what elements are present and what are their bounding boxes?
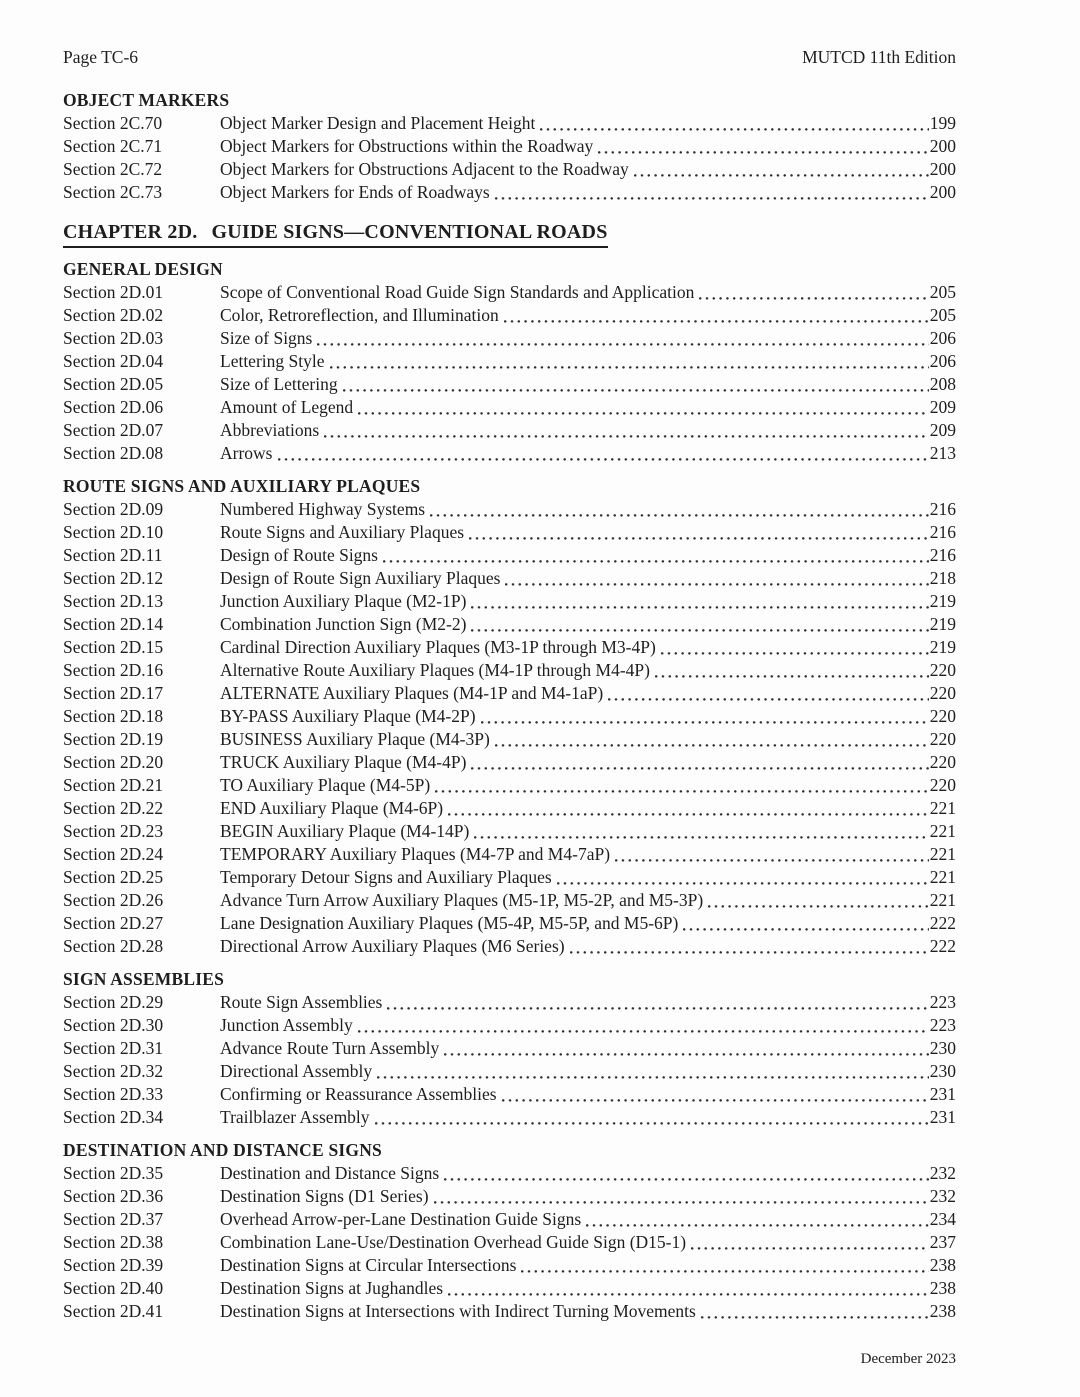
toc-entry (63, 1300, 956, 1323)
toc-entry (63, 1083, 956, 1106)
toc-chapter-label: CHAPTER 2D. (63, 221, 198, 243)
toc-entry-page: 200 (929, 182, 956, 202)
dot-leader (448, 1288, 929, 1296)
toc-entry (63, 1277, 956, 1300)
dot-leader (448, 808, 929, 816)
toc-entry-title: Overhead Arrow-per-Lane Destination Guide Signs (220, 1209, 582, 1229)
dot-leader (608, 693, 929, 701)
toc-entry-page: 221 (929, 821, 956, 841)
toc-entry (63, 636, 956, 659)
toc-entry-page: 231 (929, 1084, 956, 1104)
toc-entry-page: 205 (929, 282, 956, 302)
dot-leader (691, 1242, 929, 1250)
dot-leader (634, 169, 929, 177)
toc-entry-page: 216 (929, 499, 956, 519)
toc-entry-page: 221 (929, 890, 956, 910)
toc-entry (63, 1014, 956, 1037)
toc-entry-section: Section 2D.09 (63, 499, 164, 519)
toc-entry-section: Section 2D.18 (63, 706, 164, 726)
toc-entry-page: 220 (929, 775, 956, 795)
toc-entry-section: Section 2D.28 (63, 936, 164, 956)
toc-entry-section: Section 2D.34 (63, 1107, 164, 1127)
toc-entry-title: Object Markers for Ends of Roadways (220, 182, 490, 202)
toc-entry-section: Section 2D.16 (63, 660, 164, 680)
page-footer (63, 1349, 956, 1369)
toc-entry-section: Section 2D.26 (63, 890, 164, 910)
toc-entry (63, 1106, 956, 1129)
toc-entry-title: BUSINESS Auxiliary Plaque (M4-3P) (220, 729, 490, 749)
toc-entry-page: 200 (929, 136, 956, 156)
toc-entry-title: Junction Auxiliary Plaque (M2-1P) (220, 591, 467, 611)
toc-entry-title: Junction Assembly (220, 1015, 353, 1035)
toc-entry-page: 238 (929, 1301, 956, 1321)
dot-leader (557, 877, 929, 885)
dot-leader (701, 1311, 929, 1319)
toc-entry-section: Section 2D.40 (63, 1278, 164, 1298)
toc-entry-page: 234 (929, 1209, 956, 1229)
dot-leader (504, 315, 929, 323)
toc-entry-page: 221 (929, 798, 956, 818)
toc-entry-page: 232 (929, 1186, 956, 1206)
toc-entry-title: Object Markers for Obstructions within the Roadway (220, 136, 594, 156)
toc-entry-title: Size of Signs (220, 328, 313, 348)
toc-entry-page: 220 (929, 706, 956, 726)
toc-entry-title: Destination Signs at Intersections with Indirect Turning Movements (220, 1301, 696, 1321)
toc-entry-page: 222 (929, 913, 956, 933)
dot-leader (586, 1219, 929, 1227)
toc-entry-page: 223 (929, 1015, 956, 1035)
toc-entry-page: 223 (929, 992, 956, 1012)
toc-entry (63, 350, 956, 373)
toc-entry-title: Design of Route Sign Auxiliary Plaques (220, 568, 501, 588)
toc-entry (63, 705, 956, 728)
toc-entry-page: 213 (929, 443, 956, 463)
dot-leader (469, 532, 929, 540)
toc-entry (63, 682, 956, 705)
dot-leader (358, 407, 929, 415)
toc-entry (63, 158, 956, 181)
toc-entry-page: 209 (929, 420, 956, 440)
dot-leader (708, 900, 929, 908)
toc-chapter-heading (63, 219, 956, 248)
toc-section-heading: SIGN ASSEMBLIES (63, 969, 225, 989)
toc-entry-page: 222 (929, 936, 956, 956)
footer-date: December 2023 (860, 1351, 956, 1367)
toc-entry-page: 231 (929, 1107, 956, 1127)
toc-entry (63, 912, 956, 935)
toc-entry-section: Section 2D.22 (63, 798, 164, 818)
toc-entry-page: 218 (929, 568, 956, 588)
dot-leader (505, 578, 928, 586)
toc-entry-section: Section 2D.19 (63, 729, 164, 749)
toc-entry-page: 200 (929, 159, 956, 179)
dot-leader (434, 1196, 929, 1204)
toc-entry (63, 1254, 956, 1277)
dot-leader (474, 831, 928, 839)
toc-entry (63, 419, 956, 442)
toc-entry-section: Section 2D.02 (63, 305, 164, 325)
toc-entry-title: TRUCK Auxiliary Plaque (M4-4P) (220, 752, 467, 772)
dot-leader (435, 785, 929, 793)
toc-entry-section: Section 2D.03 (63, 328, 164, 348)
toc-entry-title: Abbreviations (220, 420, 320, 440)
toc-entry-page: 220 (929, 729, 956, 749)
toc-entry-section: Section 2D.06 (63, 397, 164, 417)
toc-entry (63, 935, 956, 958)
dot-leader (317, 338, 928, 346)
dot-leader (615, 854, 929, 862)
toc-entry-page: 221 (929, 867, 956, 887)
toc-entry-section: Section 2D.13 (63, 591, 164, 611)
toc-entry (63, 373, 956, 396)
toc-entry-page: 220 (929, 752, 956, 772)
page-number-label: Page TC-6 (63, 47, 139, 67)
toc-entry (63, 1162, 956, 1185)
toc-entry (63, 567, 956, 590)
toc-entry (63, 820, 956, 843)
dot-leader (375, 1117, 929, 1125)
toc-entry-section: Section 2D.21 (63, 775, 164, 795)
toc-entry-title: Destination Signs (D1 Series) (220, 1186, 429, 1206)
toc-entry-page: 219 (929, 591, 956, 611)
toc-entry-page: 219 (929, 614, 956, 634)
toc-entry-page: 199 (929, 113, 956, 133)
dot-leader (358, 1025, 929, 1033)
toc-entry (63, 304, 956, 327)
dot-leader (330, 361, 929, 369)
toc-entry (63, 135, 956, 158)
toc-entry (63, 396, 956, 419)
toc-entry (63, 181, 956, 204)
toc-entry-section: Section 2D.37 (63, 1209, 164, 1229)
toc-entry-page: 220 (929, 683, 956, 703)
toc-entry (63, 442, 956, 465)
dot-leader (683, 923, 928, 931)
dot-leader (570, 946, 929, 954)
toc-entry-title: ALTERNATE Auxiliary Plaques (M4-1P and M4-1aP) (220, 683, 604, 703)
toc-entry-title: Directional Assembly (220, 1061, 373, 1081)
toc-entry-title: Color, Retroreflection, and Illumination (220, 305, 499, 325)
toc-entry-section: Section 2D.05 (63, 374, 164, 394)
dot-leader (655, 670, 929, 678)
toc-entry-page: 238 (929, 1255, 956, 1275)
toc-entry-title: Advance Turn Arrow Auxiliary Plaques (M5-1P, M5-2P, and M5-3P) (220, 890, 704, 910)
toc-entry-section: Section 2D.04 (63, 351, 164, 371)
toc-entry-title: Route Signs and Auxiliary Plaques (220, 522, 465, 542)
toc-entry-section: Section 2D.23 (63, 821, 164, 841)
toc-entry-section: Section 2D.39 (63, 1255, 164, 1275)
toc-entry (63, 1231, 956, 1254)
dot-leader (495, 739, 929, 747)
toc-entry-title: Object Markers for Obstructions Adjacent to the Roadway (220, 159, 629, 179)
toc-entry-title: Directional Arrow Auxiliary Plaques (M6 Series) (220, 936, 565, 956)
toc-entry-section: Section 2D.10 (63, 522, 164, 542)
toc-entry (63, 843, 956, 866)
toc-entry-page: 219 (929, 637, 956, 657)
toc-entry-section: Section 2D.24 (63, 844, 164, 864)
toc-entry-title: Numbered Highway Systems (220, 499, 426, 519)
toc-entry (63, 774, 956, 797)
toc-entry (63, 866, 956, 889)
toc-entry-page: 232 (929, 1163, 956, 1183)
dot-leader (430, 509, 929, 517)
toc-entry-section: Section 2D.29 (63, 992, 164, 1012)
toc-entry-section: Section 2D.27 (63, 913, 164, 933)
toc-entry-title: Combination Junction Sign (M2-2) (220, 614, 467, 634)
toc-entry-title: Destination Signs at Jughandles (220, 1278, 444, 1298)
toc-entry-title: Cardinal Direction Auxiliary Plaques (M3-1P through M3-4P) (220, 637, 656, 657)
toc-entry-title: Design of Route Signs (220, 545, 378, 565)
toc-entry (63, 613, 956, 636)
toc-entry-section: Section 2D.14 (63, 614, 164, 634)
dot-leader (343, 384, 929, 392)
toc-entry-title: Combination Lane-Use/Destination Overhead Guide Sign (D15-1) (220, 1232, 687, 1252)
dot-leader (598, 146, 928, 154)
toc-entry-section: Section 2D.15 (63, 637, 164, 657)
toc-entry-page: 220 (929, 660, 956, 680)
dot-leader (699, 292, 928, 300)
dot-leader (471, 624, 928, 632)
toc-entry-title: Arrows (220, 443, 273, 463)
dot-leader (278, 453, 929, 461)
dot-leader (661, 647, 929, 655)
toc-entry-section: Section 2D.01 (63, 282, 164, 302)
toc-entry (63, 1060, 956, 1083)
toc-entry-title: Destination Signs at Circular Intersections (220, 1255, 517, 1275)
toc-entry-section: Section 2C.72 (63, 159, 163, 179)
toc-entry-page: 209 (929, 397, 956, 417)
toc-entry-page: 237 (929, 1232, 956, 1252)
toc-entry (63, 659, 956, 682)
toc-list (63, 89, 956, 1323)
toc-entry-page: 205 (929, 305, 956, 325)
toc-entry-title: TEMPORARY Auxiliary Plaques (M4-7P and M4-7aP) (220, 844, 611, 864)
toc-entry-page: 206 (929, 328, 956, 348)
toc-entry (63, 112, 956, 135)
toc-entry-title: Lane Designation Auxiliary Plaques (M5-4P, M5-5P, and M5-6P) (220, 913, 679, 933)
toc-entry-title: BEGIN Auxiliary Plaque (M4-14P) (220, 821, 470, 841)
toc-entry-title: BY-PASS Auxiliary Plaque (M4-2P) (220, 706, 476, 726)
toc-entry-page: 206 (929, 351, 956, 371)
toc-entry (63, 498, 956, 521)
page-header (63, 46, 956, 69)
dot-leader (495, 192, 929, 200)
dot-leader (383, 555, 929, 563)
dot-leader (481, 716, 929, 724)
dot-leader (521, 1265, 928, 1273)
toc-entry (63, 281, 956, 304)
toc-entry-section: Section 2C.71 (63, 136, 163, 156)
toc-entry-page: 216 (929, 545, 956, 565)
toc-entry-title: Lettering Style (220, 351, 325, 371)
toc-entry-section: Section 2C.73 (63, 182, 163, 202)
toc-entry (63, 1185, 956, 1208)
toc-chapter-title: GUIDE SIGNS—CONVENTIONAL ROADS (211, 221, 608, 243)
toc-entry-title: Amount of Legend (220, 397, 354, 417)
toc-entry-title: Advance Route Turn Assembly (220, 1038, 440, 1058)
toc-entry-title: Object Marker Design and Placement Height (220, 113, 536, 133)
toc-section-heading: GENERAL DESIGN (63, 259, 223, 279)
toc-entry-title: Destination and Distance Signs (220, 1163, 440, 1183)
toc-entry-title: Route Sign Assemblies (220, 992, 383, 1012)
toc-entry-section: Section 2D.07 (63, 420, 164, 440)
dot-leader (540, 123, 928, 131)
toc-entry-title: Trailblazer Assembly (220, 1107, 370, 1127)
toc-entry-section: Section 2D.36 (63, 1186, 164, 1206)
toc-entry-section: Section 2C.70 (63, 113, 163, 133)
toc-entry-page: 221 (929, 844, 956, 864)
toc-section-heading: ROUTE SIGNS AND AUXILIARY PLAQUES (63, 476, 421, 496)
toc-entry-title: Size of Lettering (220, 374, 338, 394)
toc-entry-title: Confirming or Reassurance Assemblies (220, 1084, 497, 1104)
toc-entry-page: 230 (929, 1038, 956, 1058)
toc-entry-page: 230 (929, 1061, 956, 1081)
toc-entry-title: Temporary Detour Signs and Auxiliary Plaques (220, 867, 552, 887)
toc-entry-section: Section 2D.12 (63, 568, 164, 588)
toc-entry-section: Section 2D.08 (63, 443, 164, 463)
toc-entry-section: Section 2D.17 (63, 683, 164, 703)
toc-entry-section: Section 2D.38 (63, 1232, 164, 1252)
toc-entry (63, 751, 956, 774)
dot-leader (471, 762, 928, 770)
toc-entry (63, 797, 956, 820)
toc-entry (63, 728, 956, 751)
toc-entry (63, 544, 956, 567)
toc-entry-section: Section 2D.32 (63, 1061, 164, 1081)
dot-leader (377, 1071, 929, 1079)
toc-entry (63, 1208, 956, 1231)
toc-entry-section: Section 2D.35 (63, 1163, 164, 1183)
dot-leader (387, 1002, 928, 1010)
toc-entry-page: 208 (929, 374, 956, 394)
toc-entry-title: TO Auxiliary Plaque (M4-5P) (220, 775, 431, 795)
dot-leader (444, 1173, 929, 1181)
edition-label: MUTCD 11th Edition (802, 47, 956, 67)
toc-entry-section: Section 2D.25 (63, 867, 164, 887)
toc-entry-section: Section 2D.20 (63, 752, 164, 772)
toc-entry (63, 991, 956, 1014)
dot-leader (502, 1094, 929, 1102)
toc-entry (63, 1037, 956, 1060)
toc-entry (63, 521, 956, 544)
toc-entry-title: Alternative Route Auxiliary Plaques (M4-1P through M4-4P) (220, 660, 650, 680)
toc-entry-section: Section 2D.30 (63, 1015, 164, 1035)
toc-section-heading: OBJECT MARKERS (63, 90, 230, 110)
toc-entry (63, 590, 956, 613)
toc-entry-section: Section 2D.31 (63, 1038, 164, 1058)
toc-entry-section: Section 2D.11 (63, 545, 163, 565)
toc-entry (63, 327, 956, 350)
dot-leader (444, 1048, 929, 1056)
toc-entry-title: Scope of Conventional Road Guide Sign Standards and Application (220, 282, 695, 302)
toc-entry-title: END Auxiliary Plaque (M4-6P) (220, 798, 444, 818)
dot-leader (324, 430, 929, 438)
toc-entry-section: Section 2D.33 (63, 1084, 164, 1104)
toc-entry (63, 889, 956, 912)
toc-entry-page: 216 (929, 522, 956, 542)
toc-chapter-underline (63, 219, 608, 248)
toc-entry-section: Section 2D.41 (63, 1301, 164, 1321)
toc-section-heading: DESTINATION AND DISTANCE SIGNS (63, 1140, 382, 1160)
dot-leader (471, 601, 928, 609)
toc-entry-page: 238 (929, 1278, 956, 1298)
